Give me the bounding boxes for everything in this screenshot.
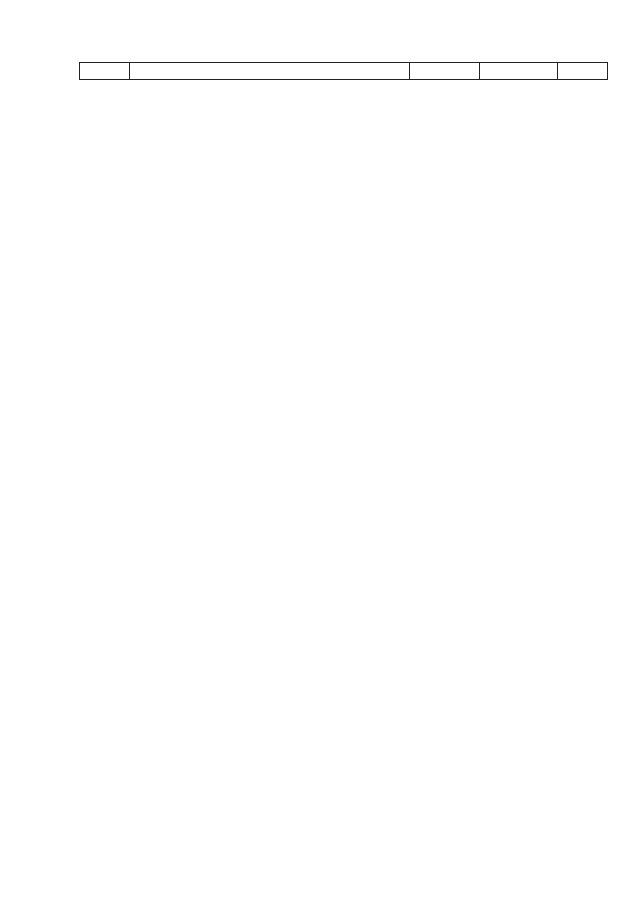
header-col-2 [130, 63, 410, 79]
header-col-1 [80, 63, 130, 79]
header-col-3 [410, 63, 480, 79]
header-col-4 [480, 63, 558, 79]
table-header-row [79, 62, 608, 80]
header-col-5 [558, 63, 607, 79]
